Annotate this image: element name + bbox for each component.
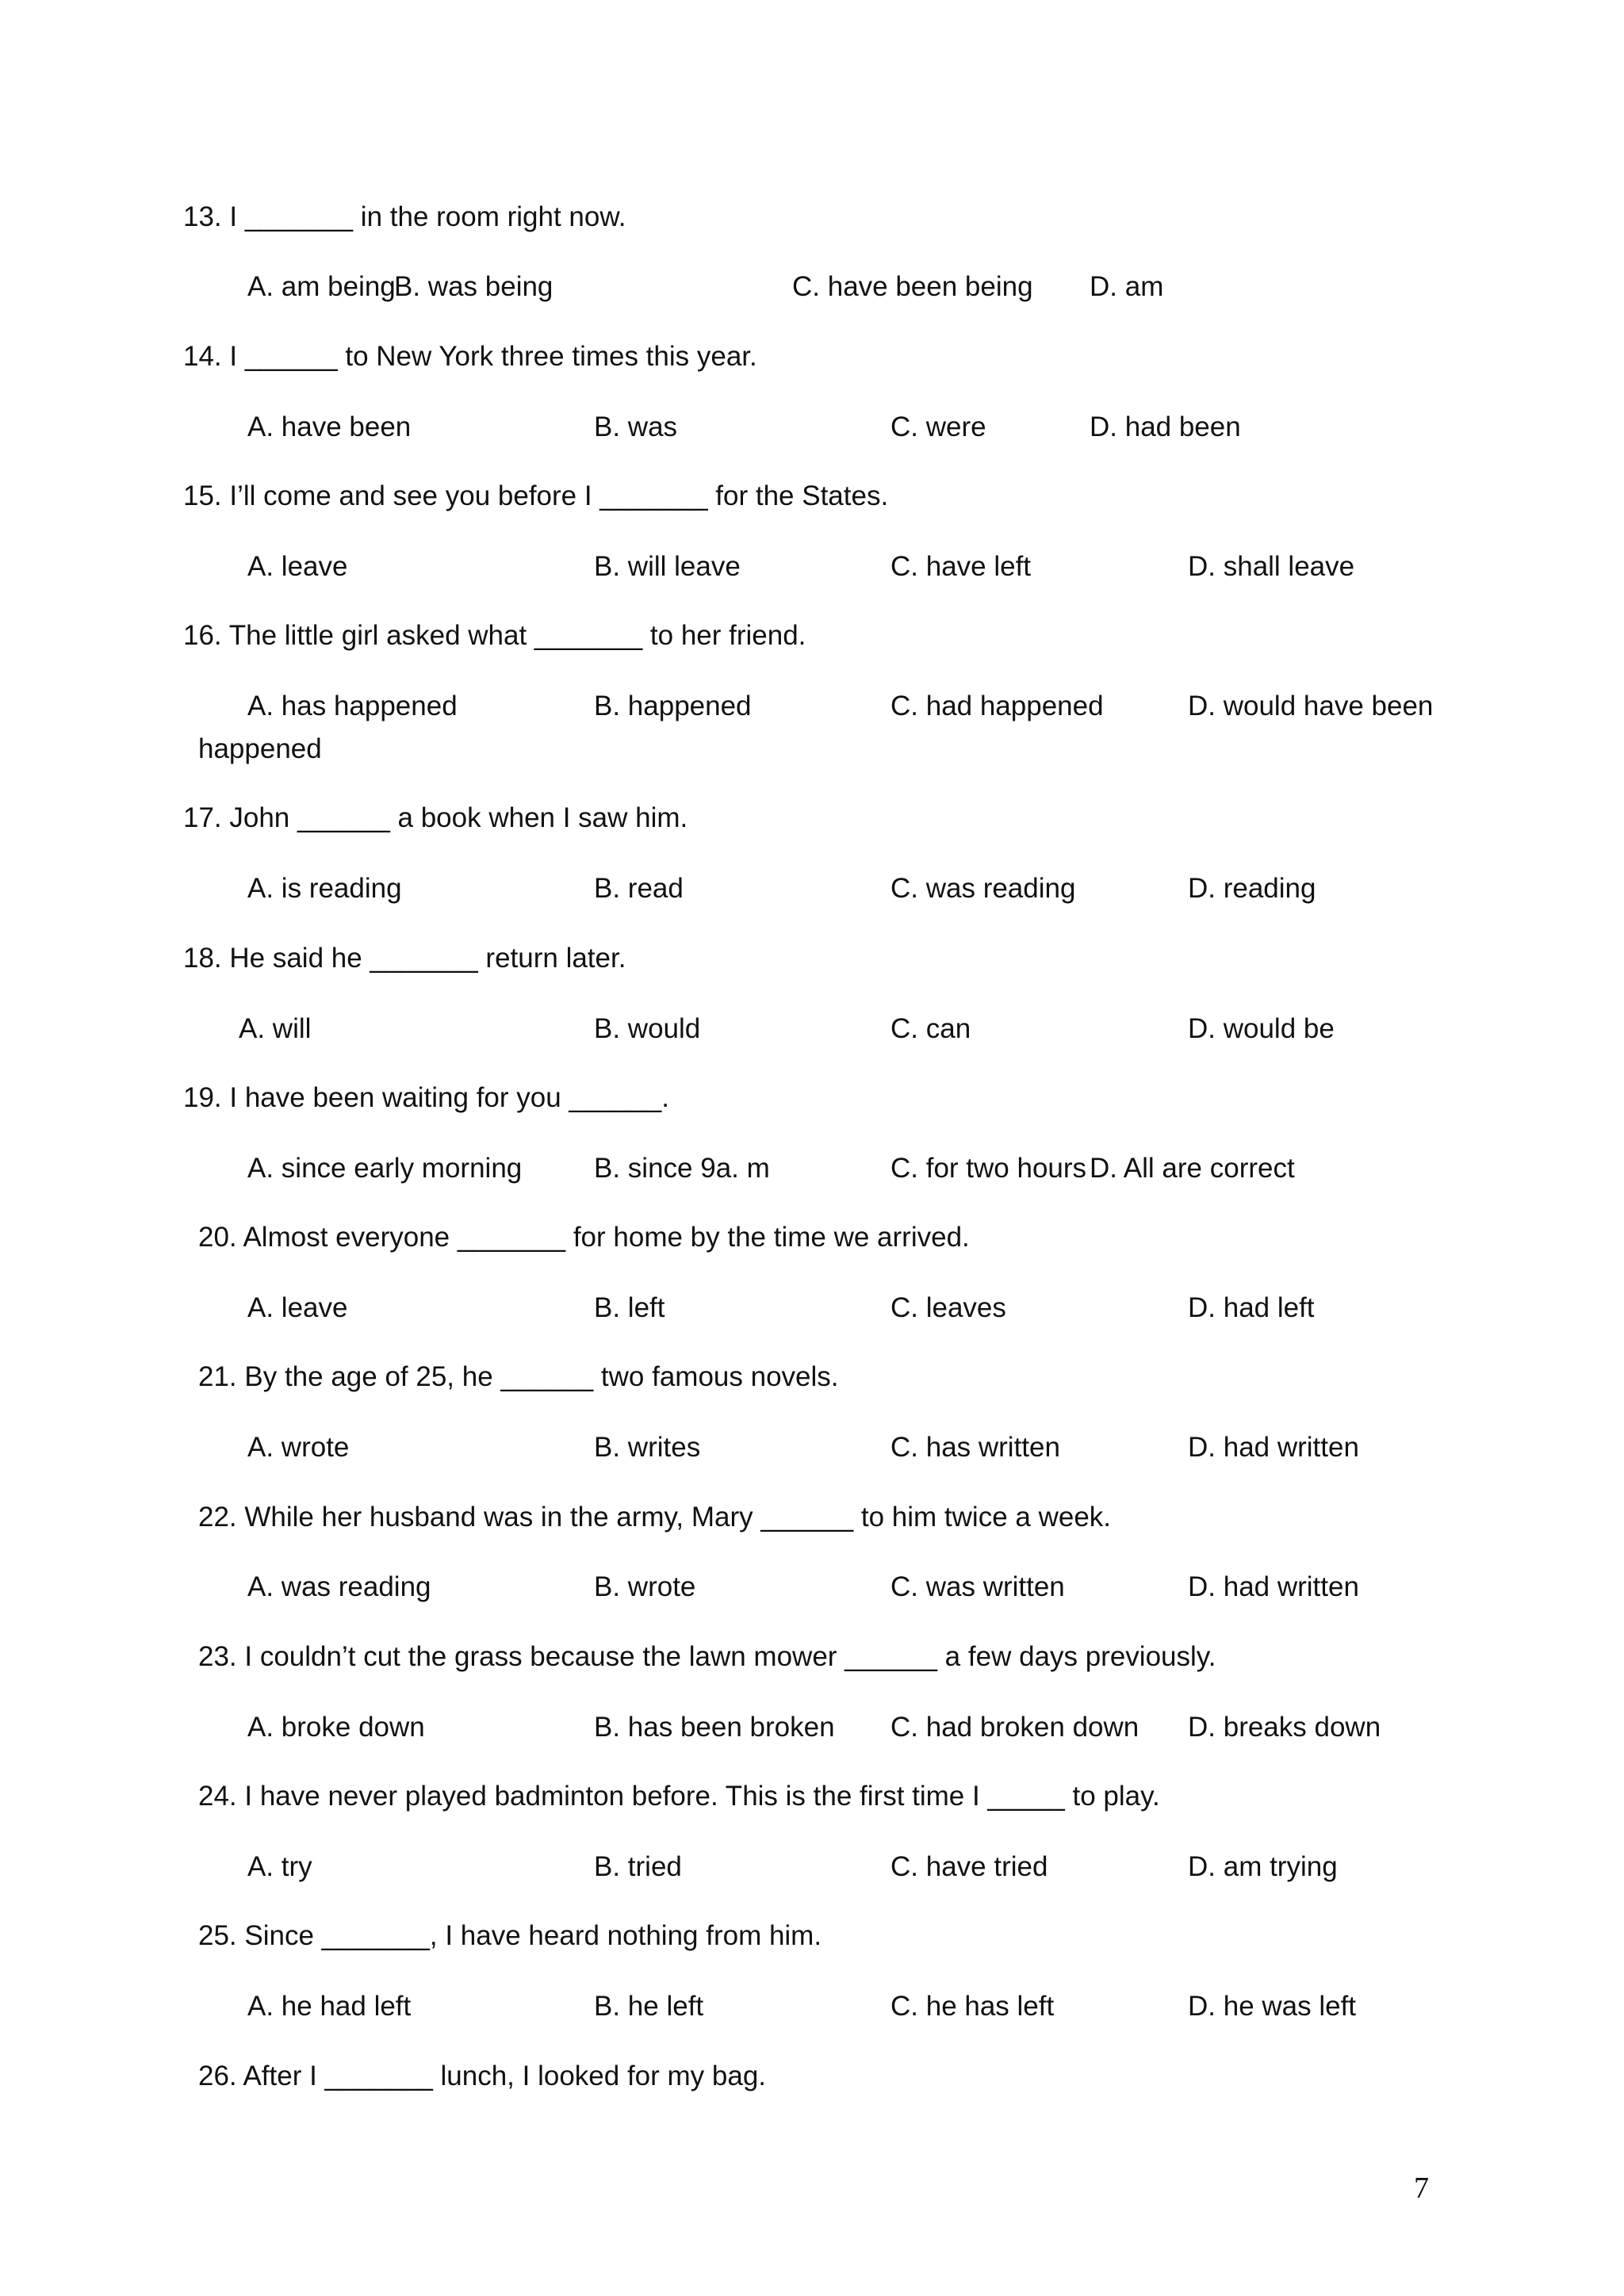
q25-option-a: A. he had left	[247, 1991, 412, 2022]
q23-option-a: A. broke down	[247, 1712, 425, 1743]
q19-option-c: C. for two hours	[891, 1153, 1087, 1184]
q21-option-c: C. has written	[891, 1432, 1060, 1463]
question-25: 25. Since _______, I have heard nothing from him.	[198, 1920, 822, 1951]
q17-option-a: A. is reading	[247, 873, 402, 904]
question-21: 21. By the age of 25, he ______ two famous novels.	[198, 1361, 839, 1392]
q20-option-b: B. left	[594, 1292, 665, 1323]
q25-option-d: D. he was left	[1188, 1991, 1357, 2022]
q16-option-c: C. had happened	[891, 691, 1104, 721]
q17-option-b: B. read	[594, 873, 684, 904]
q17-option-d: D. reading	[1188, 873, 1316, 904]
q14-option-a: A. have been	[247, 411, 412, 442]
q19-option-b: B. since 9a. m	[594, 1153, 770, 1184]
question-22: 22. While her husband was in the army, Mary ______ to him twice a week.	[198, 1502, 1112, 1533]
q22-option-b: B. wrote	[594, 1571, 696, 1602]
q15-option-c: C. have left	[891, 551, 1032, 582]
q13-option-a: A. am being	[247, 271, 396, 302]
question-24: 24. I have never played badminton before. This is the first time I _____ to play.	[198, 1781, 1160, 1812]
q24-option-b: B. tried	[594, 1851, 682, 1882]
q13-option-d: D. am	[1090, 271, 1164, 302]
q22-option-d: D. had written	[1188, 1571, 1359, 1602]
q16-option-b: B. happened	[594, 691, 752, 721]
q13-option-c: C. have been being	[792, 271, 1033, 302]
question-17: 17. John ______ a book when I saw him.	[183, 802, 688, 833]
question-19: 19. I have been waiting for you ______.	[183, 1082, 669, 1113]
q18-option-a: A. will	[239, 1013, 312, 1044]
q23-option-b: B. has been broken	[594, 1712, 835, 1743]
q23-option-d: D. breaks down	[1188, 1712, 1381, 1743]
q24-option-a: A. try	[247, 1851, 312, 1882]
q19-option-a: A. since early morning	[247, 1153, 523, 1184]
q20-option-c: C. leaves	[891, 1292, 1006, 1323]
q15-option-a: A. leave	[247, 551, 348, 582]
q16-option-d-wrap: happened	[198, 733, 322, 764]
q14-option-c: C. were	[891, 411, 986, 442]
q24-option-c: C. have tried	[891, 1851, 1048, 1882]
q22-option-c: C. was written	[891, 1571, 1065, 1602]
q19-option-d: D. All are correct	[1090, 1153, 1295, 1184]
q22-option-a: A. was reading	[247, 1571, 431, 1602]
q18-option-c: C. can	[891, 1013, 971, 1044]
q17-option-c: C. was reading	[891, 873, 1076, 904]
q18-option-b: B. would	[594, 1013, 701, 1044]
question-14: 14. I ______ to New York three times this year.	[183, 341, 757, 372]
q14-option-b: B. was	[594, 411, 678, 442]
q16-option-d: D. would have been	[1188, 691, 1434, 721]
q23-option-c: C. had broken down	[891, 1712, 1139, 1743]
q21-option-a: A. wrote	[247, 1432, 350, 1463]
q14-option-d: D. had been	[1090, 411, 1241, 442]
q25-option-c: C. he has left	[891, 1991, 1055, 2022]
page-number: 7	[1414, 2172, 1429, 2205]
question-23: 23. I couldn’t cut the grass because the lawn mower ______ a few days previously.	[198, 1641, 1216, 1672]
question-13: 13. I _______ in the room right now.	[183, 201, 626, 232]
q15-option-b: B. will leave	[594, 551, 741, 582]
question-26: 26. After I _______ lunch, I looked for my bag.	[198, 2061, 767, 2091]
q21-option-b: B. writes	[594, 1432, 701, 1463]
q20-option-a: A. leave	[247, 1292, 348, 1323]
q18-option-d: D. would be	[1188, 1013, 1335, 1044]
q15-option-d: D. shall leave	[1188, 551, 1355, 582]
question-15: 15. I’ll come and see you before I _______ for the States.	[183, 480, 889, 511]
q21-option-d: D. had written	[1188, 1432, 1359, 1463]
question-20: 20. Almost everyone _______ for home by the time we arrived.	[198, 1222, 970, 1253]
question-18: 18. He said he _______ return later.	[183, 943, 626, 974]
question-16: 16. The little girl asked what _______ to her friend.	[183, 620, 806, 651]
q24-option-d: D. am trying	[1188, 1851, 1338, 1882]
q16-option-a: A. has happened	[247, 691, 458, 721]
q20-option-d: D. had left	[1188, 1292, 1315, 1323]
q13-option-b: B. was being	[394, 271, 553, 302]
q25-option-b: B. he left	[594, 1991, 704, 2022]
